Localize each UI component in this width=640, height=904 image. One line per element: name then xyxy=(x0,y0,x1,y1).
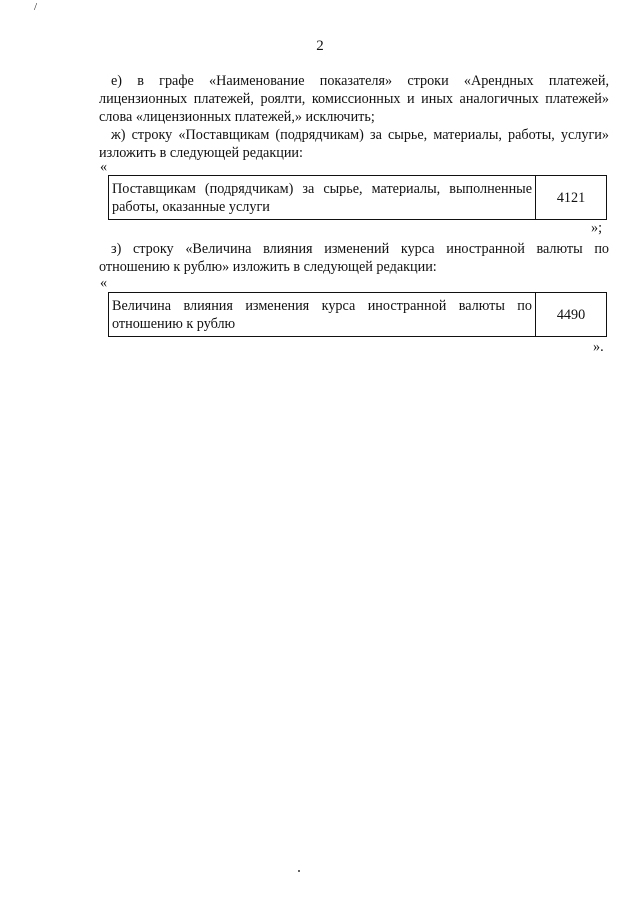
closing-quote-1: »; xyxy=(591,220,603,236)
paragraph-zh xyxy=(99,126,609,162)
paragraph-z-text: з) строку «Величина влияния изменений курса иностранной валюты по отношению к рублю» изложить в следующей редакции: xyxy=(99,241,609,275)
row-code-cell: 4121 xyxy=(536,176,607,220)
paragraph-e xyxy=(99,72,609,126)
row-code-cell: 4490 xyxy=(536,293,607,337)
paragraph-z xyxy=(99,240,609,276)
opening-quote-1: « xyxy=(100,159,108,175)
opening-quote-2: « xyxy=(100,275,108,291)
replacement-table-1 xyxy=(108,175,607,220)
replacement-table-2 xyxy=(108,292,607,337)
page-number: 2 xyxy=(316,38,324,54)
row-name-cell: Поставщикам (подрядчикам) за сырье, материалы, выполненные работы, оказанные услуги xyxy=(109,176,536,220)
scan-speck xyxy=(298,870,300,872)
closing-quote-2: ». xyxy=(593,339,604,355)
paragraph-zh-text: ж) строку «Поставщикам (подрядчикам) за сырье, материалы, работы, услуги» изложить в следующей редакции: xyxy=(99,127,609,161)
row-name-cell: Величина влияния изменения курса иностранной валюты по отношению к рублю xyxy=(109,293,536,337)
paragraph-e-text: е) в графе «Наименование показателя» строки «Арендных платежей, лицензионных платежей, роялти, комиссионных и иных аналогичных платежей» слова «лицензионных платежей,» исключить; xyxy=(99,73,609,125)
table-row xyxy=(109,293,607,337)
corner-mark: / xyxy=(34,1,38,13)
table-row xyxy=(109,176,607,220)
